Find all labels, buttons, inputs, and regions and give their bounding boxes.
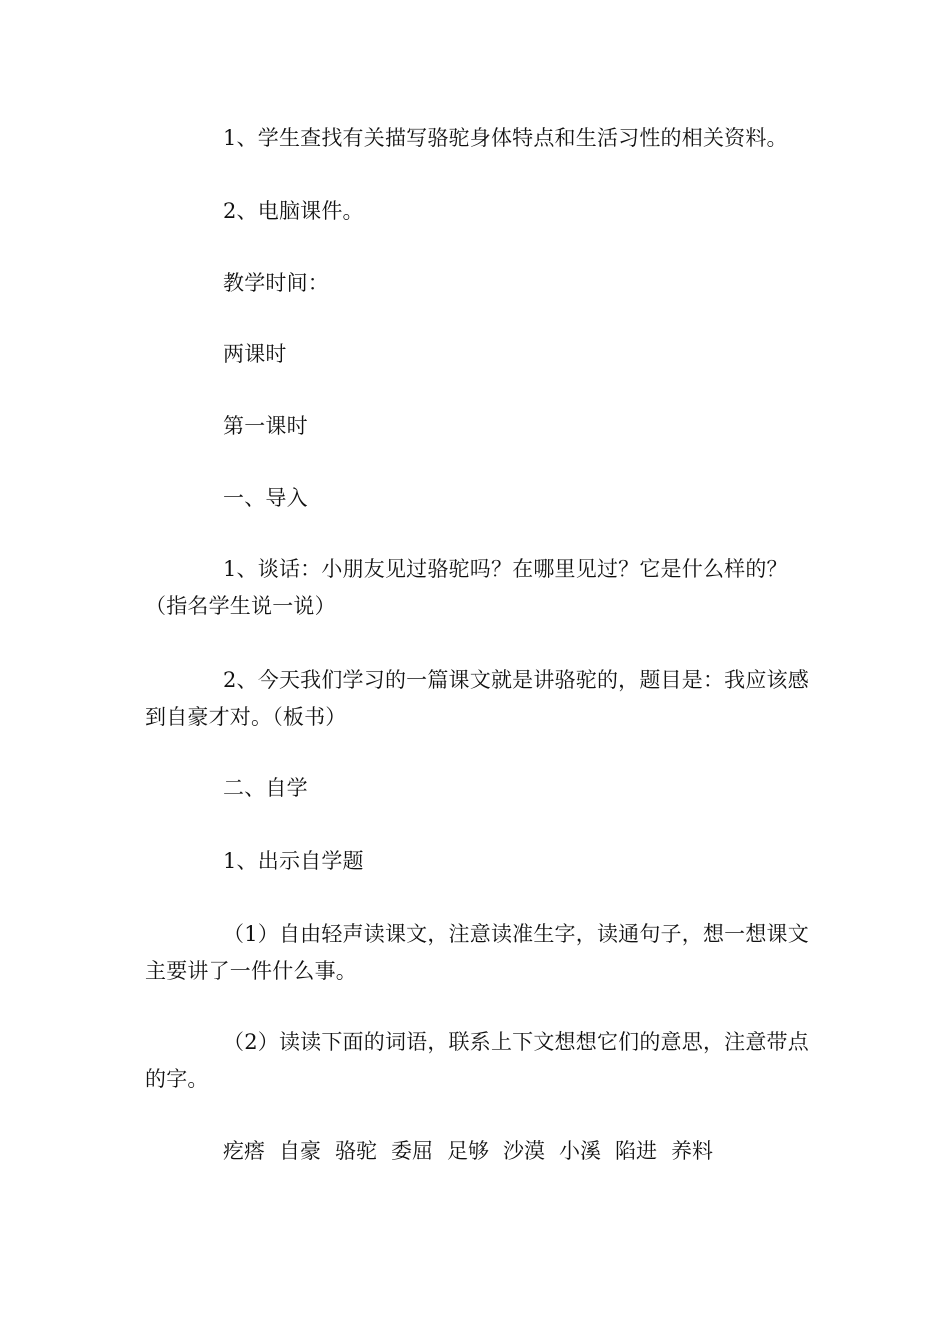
- vocab-word: 骆驼: [335, 1139, 377, 1163]
- intro-step-1: 1、谈话：小朋友见过骆驼吗？在哪里见过？它是什么样的？（指名学生说一说）: [145, 557, 788, 618]
- intro-step-2: 2、今天我们学习的一篇课文就是讲骆驼的，题目是：我应该感到自豪才对。（板书）: [145, 668, 809, 729]
- document-page: [145, 0, 809, 1344]
- vocab-word: 小溪: [559, 1139, 601, 1163]
- vocab-word: 疙瘩: [223, 1139, 265, 1163]
- vocab-word: 陷进: [615, 1139, 657, 1163]
- materials-item-1: 1、学生查找有关描写骆驼身体特点和生活习性的相关资料。: [223, 126, 788, 150]
- teaching-time-value: 两课时: [223, 342, 287, 366]
- lesson-heading: 第一课时: [223, 414, 308, 438]
- section-heading-intro: 一、导入: [223, 486, 308, 510]
- vocab-word: 自豪: [279, 1139, 321, 1163]
- vocabulary-list: [223, 1133, 727, 1170]
- self-study-step-1: 1、出示自学题: [223, 849, 364, 873]
- self-study-question-2: （2）读读下面的词语，联系上下文想想它们的意思，注意带点的字。: [145, 1030, 809, 1091]
- vocab-word: 足够: [447, 1139, 489, 1163]
- vocab-word: 沙漠: [503, 1139, 545, 1163]
- section-heading-self-study: 二、自学: [223, 776, 308, 800]
- self-study-question-1: （1）自由轻声读课文，注意读准生字，读通句子，想一想课文主要讲了一件什么事。: [145, 922, 809, 983]
- vocab-word: 委屈: [391, 1139, 433, 1163]
- teaching-time-label: 教学时间：: [223, 271, 329, 295]
- materials-item-2: 2、电脑课件。: [223, 199, 364, 223]
- vocab-word: 养料: [671, 1139, 713, 1163]
